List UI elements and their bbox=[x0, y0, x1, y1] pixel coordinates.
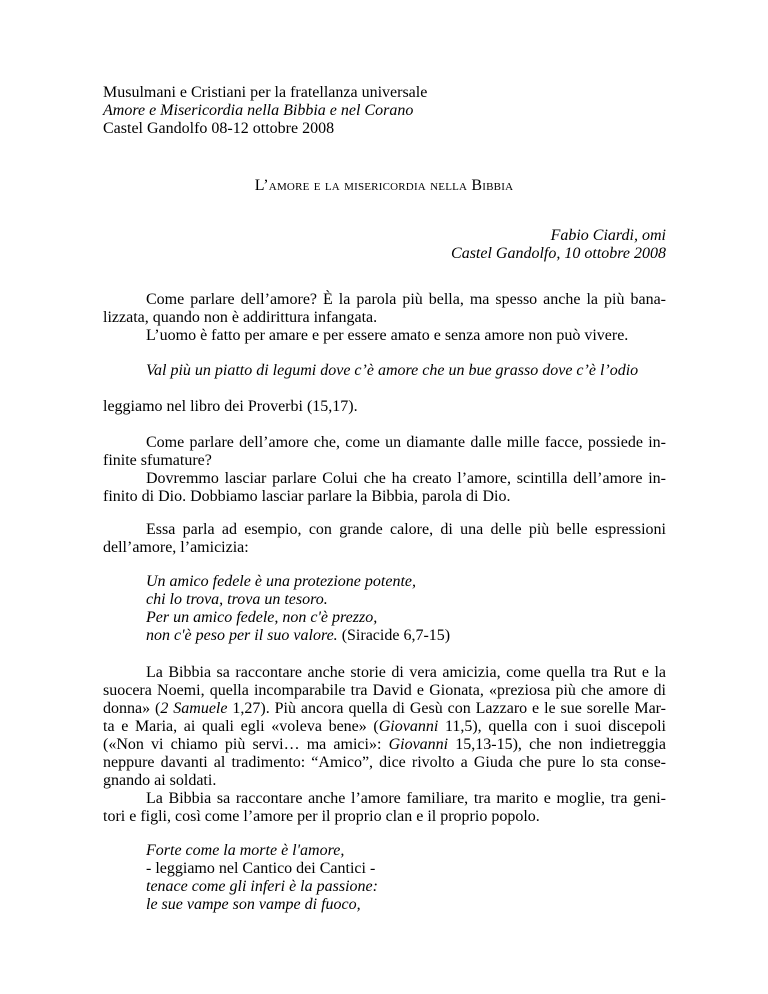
quote-proverbs-text: Val più un piatto di legumi dove c’è amore che un bue grasso dove c’è l’odio bbox=[146, 362, 639, 379]
p5-line-3 bbox=[103, 700, 666, 718]
p1-line-3: L’uomo è fatto per amare e per essere amato e senza amore non può vivere. bbox=[146, 327, 629, 344]
p5-line-2: suocera Noemi, quella incomparabile tra David e Gionata, «preziosa più che amore di bbox=[103, 682, 666, 699]
p5-line-4 bbox=[103, 718, 666, 736]
p5-ref-giovanni-1: Giovanni bbox=[378, 718, 439, 735]
p5-line-5-c: 15,13-15), che non indietreggia bbox=[448, 736, 667, 753]
p5-line-1: La Bibbia sa raccontare anche storie di vera amicizia, come quella tra Rut e la bbox=[146, 664, 666, 681]
quote-siracide-line-2: chi lo trova, trova un tesoro. bbox=[146, 591, 328, 608]
quote-siracide-reference: (Siracide 6,7-15) bbox=[337, 627, 451, 644]
byline-place-date: Castel Gandolfo, 10 ottobre 2008 bbox=[451, 245, 666, 262]
p5-ref-giovanni-2: Giovanni bbox=[388, 736, 449, 753]
p5-ref-2-samuele: 2 Samuele bbox=[160, 700, 228, 717]
p3-line-2: finite sfumature? bbox=[103, 452, 212, 469]
header-line-3: Castel Gandolfo 08-12 ottobre 2008 bbox=[103, 120, 335, 137]
p1-line-1: Come parlare dell’amore? È la parola più bella, ma spesso anche la più bana- bbox=[146, 291, 666, 308]
p2-line-1: leggiamo nel libro dei Proverbi (15,17). bbox=[103, 398, 358, 415]
paragraph-3 bbox=[103, 434, 666, 506]
quote-siracide-line-1: Un amico fedele è una protezione potente, bbox=[146, 573, 416, 590]
paragraph-2 bbox=[103, 398, 666, 416]
paragraph-5 bbox=[103, 664, 666, 826]
header-line-2: Amore e Misericordia nella Bibbia e nel Corano bbox=[103, 102, 414, 119]
p3-line-3: Dovremmo lasciar parlare Colui che ha creato l’amore, scintilla dell’amore in- bbox=[146, 470, 666, 487]
quote-cantico bbox=[146, 842, 666, 914]
p5-line-6: neppure davanti al tradimento: “Amico”, dice rivolto a Giuda che pure lo sta conse- bbox=[103, 754, 666, 771]
quote-cantico-line-3: tenace come gli inferi è la passione: bbox=[146, 878, 378, 895]
paragraph-4 bbox=[103, 521, 666, 557]
p4-line-1: Essa parla ad esempio, con grande calore, di una delle più belle espressioni bbox=[146, 521, 666, 538]
document-title: L’amore e la misericordia nella Bibbia bbox=[254, 177, 514, 194]
p5-line-4-c: 11,5), quella con i suoi discepoli bbox=[438, 718, 666, 735]
p4-line-2: dell’amore, l’amicizia: bbox=[103, 539, 249, 556]
header-line-1: Musulmani e Cristiani per la fratellanza universale bbox=[103, 84, 428, 101]
p1-line-2: lizzata, quando non è addirittura infangata. bbox=[103, 309, 378, 326]
p5-line-7: gnando ai soldati. bbox=[103, 772, 217, 789]
quote-siracide-line-4-text: non c'è peso per il suo valore. bbox=[146, 627, 338, 644]
p5-line-3-a: donna» ( bbox=[103, 700, 161, 717]
p5-line-4-a: ta e Maria, ai quali egli «voleva bene» ( bbox=[103, 718, 379, 735]
quote-cantico-line-4: le sue vampe son vampe di fuoco, bbox=[146, 896, 361, 913]
p5-line-5 bbox=[103, 736, 666, 754]
byline bbox=[103, 227, 666, 263]
quote-siracide bbox=[146, 573, 666, 645]
quote-proverbs bbox=[146, 362, 666, 380]
quote-cantico-line-2: - leggiamo nel Cantico dei Cantici - bbox=[146, 860, 376, 877]
quote-siracide-line-3: Per un amico fedele, non c'è prezzo, bbox=[146, 609, 378, 626]
quote-siracide-line-4 bbox=[146, 627, 666, 645]
p5-line-5-a: («Non vi chiamo più servi… ma amici»: bbox=[103, 736, 389, 753]
p5-line-9: tori e figli, così come l’amore per il proprio clan e il proprio popolo. bbox=[103, 808, 540, 825]
p5-line-3-c: 1,27). Più ancora quella di Gesù con Lazzaro e le sue sorelle Mar- bbox=[227, 700, 667, 717]
p5-line-8: La Bibbia sa raccontare anche l’amore familiare, tra marito e moglie, tra geni- bbox=[146, 790, 666, 807]
byline-author: Fabio Ciardi, omi bbox=[550, 227, 666, 244]
quote-cantico-line-1: Forte come la morte è l'amore, bbox=[146, 842, 345, 859]
conference-header bbox=[103, 84, 666, 138]
paragraph-1 bbox=[103, 291, 666, 345]
p3-line-1: Come parlare dell’amore che, come un diamante dalle mille facce, possiede in- bbox=[146, 434, 666, 451]
p3-line-4: finito di Dio. Dobbiamo lasciar parlare la Bibbia, parola di Dio. bbox=[103, 488, 511, 505]
